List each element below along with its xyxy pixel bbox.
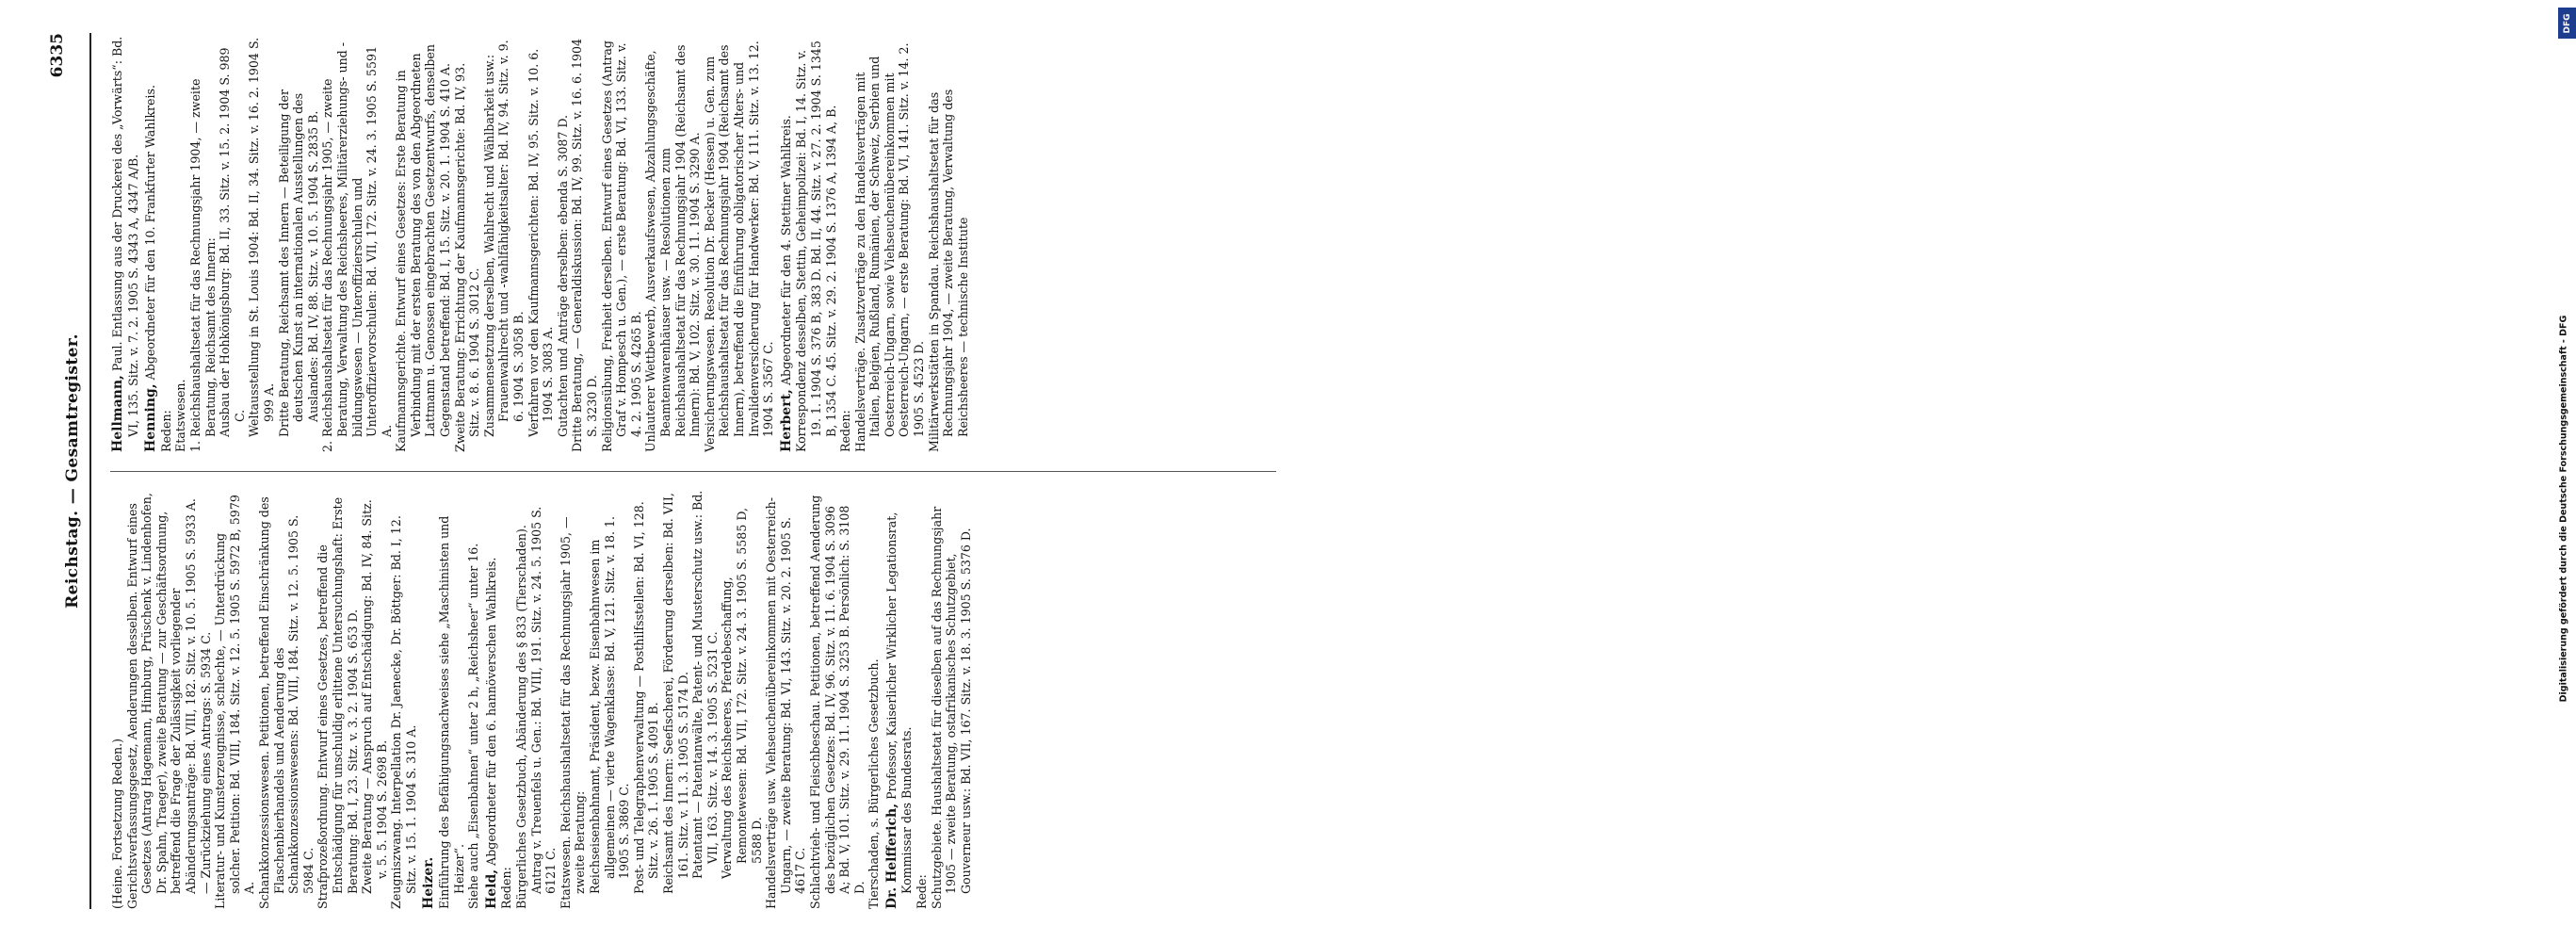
entry-line: Abgeordneter für den 10. Frankfurter Wahlkreis. <box>143 85 158 381</box>
digitization-strip <box>1277 0 2572 942</box>
left-column <box>110 490 1276 909</box>
entry-line: Reichseisenbahnamt, Präsident, bezw. Eisenbahnwesen im allgemeinen — vierte Wagenklasse: Bd. V, 121. Sitz. v. 18. 1. 1905 S. 3869 C. <box>588 516 632 894</box>
entry-line: Handelsverträge usw. Viehseuchenübereinkommen mit Oesterreich-Ungarn, — zweite Beratung: Bd. VI, 143. Sitz. v. 20. 2. 1905 S. 4617 C. <box>764 496 808 909</box>
entry-line: Literatur- und Kunsterzeugnisse, schlechte, — Unterdrückung solcher. Petition: Bd. VIII, 184. Sitz. v. 12. 5. 1905 S. 5972 B, 5979 A. <box>213 495 257 909</box>
entry-line: Kaufmannsgerichte. Entwurf eines Gesetzes: Erste Beratung in Verbindung mit der ersten Beratung des von den Abgeordneten Lattmann u. Genossen eingebrachten Gesetzentwurfs, denselben Gegenstand betreffend: Bd. I, 15. Sitz. v. 20. 1. 1904 S. 410 A. <box>394 44 453 452</box>
dfg-logo <box>2558 8 2576 39</box>
entry-line: Weltausstellung in St. Louis 1904: Bd. II, 34. Sitz. v. 16. 2. 1904 S. 999 A. <box>247 37 276 437</box>
index-entry-held <box>484 490 882 909</box>
entry-line: Dritte Beratung, — Generaldiskussion: Bd. IV, 99. Sitz. v. 16. 6. 1904 S. 3230 D. <box>570 38 599 452</box>
entry-line: Patentamt — Patentanwälte, Patent- und Musterschutz usw.: Bd. VII, 163. Sitz. v. 14. 3. 1905 S. 5231 C. <box>690 490 720 879</box>
entry-line: Reden: <box>838 410 853 452</box>
entry-line: Professor, Kaiserlicher Wirklicher Legationsrat, Kommissar des Bundesrats. <box>883 512 915 894</box>
entry-line: Gutachten und Anträge derselben: ebenda S. 3087 D. <box>555 114 570 437</box>
index-entry-heizer <box>421 490 480 909</box>
entry-line: Schlachtvieh- und Fleischbeschau. Petitionen, betreffend Aenderung des bezüglichen Gesetzes: Bd. IV, 96. Sitz. v. 11. 6. 1904 S. 3096 A; Bd. V, 101. Sitz. v. 29. 11. 1904 S. 3253 B. Persönlich: S. 3108 D. <box>807 495 867 909</box>
entry-line: Reichsamt des Innern: Seefischerei, Förderung derselben: Bd. VII, 161. Sitz. v. 11. 3. 1905 S. 5174 D. <box>660 493 690 894</box>
entry-line: Religionsübung, Freiheit derselben. Entwurf eines Gesetzes (Antrag Graf v. Hompesch u. Gen.), — erste Beratung: Bd. VI, 133. Sitz. v. 4. 2. 1905 S. 4265 B. <box>599 41 643 452</box>
entry-line: Reden: <box>499 867 514 909</box>
entry-line: Zweite Beratung: Errichtung der Kaufmannsgerichte: Bd. IV, 93. Sitz. v. 8. 6. 1904 S. 3012 C. <box>452 62 482 452</box>
entry-line: Ausbau der Hohkönigsburg: Bd. II, 33. Sitz. v. 15. 2. 1904 S. 989 C. <box>218 47 247 437</box>
page-number: 6335 <box>48 33 67 78</box>
running-head: Reichstag. — Gesamtregister. <box>63 333 82 609</box>
entry-line: Zeugniszwang. Interpellation Dr. Jaenecke, Dr. Böttger: Bd. I, 12. Sitz. v. 15. 1. 1904 S. 310 A. <box>389 515 418 909</box>
rotated-page <box>33 33 1276 909</box>
index-entry-heine-continued <box>110 490 418 909</box>
index-entry-henning <box>143 33 776 452</box>
entry-line: Verwaltung des Reichsheeres, Pferdebeschaffung, Remontewesen: Bd. VII, 172. Sitz. v. 24. 3. 1905 S. 5585 D, 5588 D. <box>720 508 764 879</box>
index-entry-hellmann <box>110 33 140 452</box>
entry-line: Verfahren vor den Kaufmannsgerichten: Bd. IV, 95. Sitz. v. 10. 6. 1904 S. 3083 A. <box>526 48 556 437</box>
index-entry-herbert <box>779 33 971 452</box>
dfg-logo-text: DFG <box>2562 12 2572 34</box>
digitization-note: Digitalisierung gefördert durch die Deutsche Forschungsgemeinschaft - DFG <box>2558 315 2569 703</box>
entry-line: Strafprozeßordnung. Entwurf eines Gesetzes, betreffend die Entschädigung für unschuldig erlittene Untersuchungshaft: Erste Beratung: Bd. I, 23. Sitz. v. 3. 2. 1904 S. 653 D. <box>316 496 360 909</box>
header-rule <box>89 33 91 909</box>
entry-line: Schankkonzessionswesen. Petitionen, betreffend Einschränkung des Flaschenbierhandels und Aenderung des Schankkonzessionswesens: Bd. VIII, 184. Sitz. v. 12. 5. 1905 S. 5984 C. <box>256 496 316 909</box>
entry-head: Hellmann, <box>110 375 125 452</box>
right-column <box>110 33 1276 452</box>
entry-line: Schutzgebiete. Haushaltsetat für dieselben auf das Rechnungsjahr 1905 — zweite Beratung, ostafrikanisches Schutzgebiet, Gouverneur usw.: Bd. VII, 167. Sitz. v. 18. 3. 1905 S. 5376 D. <box>929 506 973 909</box>
entry-line: Etatswesen. <box>173 379 188 452</box>
index-entry-helfferich <box>884 490 974 909</box>
index-columns <box>110 33 1276 909</box>
entry-line: Rede: <box>915 874 930 909</box>
entry-head: Held, <box>483 869 499 909</box>
column-divider <box>110 471 1276 472</box>
entry-line: 1. Reichshaushaltsetat für das Rechnungsjahr 1904, — zweite Beratung, Reichsamt des Innern: <box>187 78 218 452</box>
entry-line: Abgeordneter für den 6. hannöverschen Wahlkreis. <box>483 557 498 866</box>
entry-line: Bürgerliches Gesetzbuch, Abänderung des § 833 (Tierschaden). Antrag v. Treuenfels u. Gen.: Bd. VIII, 191. Sitz. v. 24. 5. 1905 S. 6121 C. <box>514 506 559 909</box>
entry-line: Unlauterer Wettbewerb, Ausverkaufswesen, Abzahlungsgeschäfte, Beamtenwarenhäuser usw. — Resolutionen zum Reichshaushaltsetat für das Rechnungsjahr 1904 (Reichsamt des Innern): Bd. V, 102. Sitz. v. 30. 11. 1904 S. 3290 A. <box>643 44 703 452</box>
entry-head: Dr. Helfferich, <box>883 803 899 909</box>
entry-line: Etatswesen. Reichshaushaltsetat für das Rechnungsjahr 1905, — zweite Beratung: <box>558 516 588 909</box>
entry-line: Zusammensetzung derselben, Wahlrecht und Wählbarkeit usw.: Frauenwahlrecht und -wahlfähigkeitsalter: Bd. IV, 94. Sitz. v. 9. 6. 1904 S. 3058 B. <box>481 40 527 437</box>
entry-head: Heizer. <box>421 856 437 909</box>
entry-head: Herbert, <box>778 389 794 452</box>
entry-line: Zweite Beratung — Anspruch auf Entschädigung: Bd. IV, 84. Sitz. v. 5. 5. 1904 S. 2698 B. <box>360 499 389 894</box>
entry-line: Versicherungswesen. Resolution Dr. Becker (Hessen) u. Gen. zum Reichshaushaltsetat für das Rechnungsjahr 1904 (Reichsamt des Innern), betreffend die Einführung obligatorischer Alters- und Invalidenversicherung für Handwerker: Bd. V, 111. Sitz. v. 13. 12. 1904 S. 3567 C. <box>702 41 776 452</box>
entry-head: Henning, <box>143 383 159 452</box>
entry-line: Gerichtsverfassungsgesetz, Aenderungen desselben. Entwurf eines Gesetzes (Antrag Hagemann, Himburg, Prüschenk v. Lindenhofen, Dr. Spahn, Traeger), zweite Beratung — zur Geschäftsordnung, betreffend die Frage der Zulässigkeit vorliegender Abänderungsanträge: Bd. VIII, 182. Sitz. v. 10. 5. 1905 S. 5933 A. — Zurückziehung eines Antrags: S. 5934 C. <box>124 493 213 909</box>
entry-line: Paul. Entlassung aus der Druckerei des „Vorwärts“: Bd. VI, 135. Sitz. v. 7. 2. 1905 S. 4343 A, 4347 A/B. <box>110 36 140 437</box>
entry-line: Einführung des Befähigungsnachweises siehe „Maschinisten und Heizer“. <box>437 515 466 909</box>
entry-line: 2. Reichshaushaltsetat für das Rechnungsjahr 1905, — zweite Beratung, Verwaltung des Reichsheeres, Militärerziehungs- und -bildungswesen — Unteroffizierschulen und Unteroffiziervorschulen: Bd. VII, 172. Sitz. v. 24. 3. 1905 S. 5591 A. <box>320 41 394 452</box>
entry-line: Reden: <box>158 410 173 452</box>
entry-line: Handelsverträge. Zusatzverträge zu den Handelsverträgen mit Italien, Belgien, Rußland, Rumänien, der Schweiz, Serbien und Oesterreich-Ungarn, sowie Viehseuchenübereinkommen mit Oesterreich-Ungarn, — erste Beratung: Bd. VI, 141. Sitz. v. 14. 2. 1905 S. 4523 D. <box>852 42 927 452</box>
entry-line: Tierschaden, s. Bürgerliches Gesetzbuch. <box>867 658 882 909</box>
entry-line: Abgeordneter für den 4. Stettiner Wahlkreis. <box>778 115 793 386</box>
entry-line: Siehe auch „Eisenbahnen“ unter 2 h, „Reichsheer“ unter 16. <box>466 543 481 909</box>
entry-line: Militärwerkstätten in Spandau. Reichshaushaltsetat für das Rechnungsjahr 1904, — zweite Beratung, Verwaltung des Reichsheeres — technische Institute <box>926 89 970 452</box>
entry-line: (Heine. Fortsetzung Reden.) <box>110 738 124 909</box>
entry-line: Korrespondenz desselben, Stettin, Geheimpolizei: Bd. I, 14. Sitz. v. 19. 1. 1904 S. 376 B, 383 D. Bd. II, 44. Sitz. v. 27. 2. 1904 S. 1345 B, 1354 C. 45. Sitz. v. 29. 2. 1904 S. 1376 A, 1394 A, B. <box>794 41 838 452</box>
entry-line: Dritte Beratung, Reichsamt des Innern — Beteiligung der deutschen Kunst an internationalen Ausstellungen des Auslandes: Bd. IV, 88. Sitz. v. 10. 5. 1904 S. 2835 B. <box>276 89 320 437</box>
entry-line: Post- und Telegraphenverwaltung — Posthilfsstellen: Bd. VI, 128. Sitz. v. 26. 1. 1905 S. 4091 B. <box>631 501 661 894</box>
page-header <box>33 33 99 909</box>
